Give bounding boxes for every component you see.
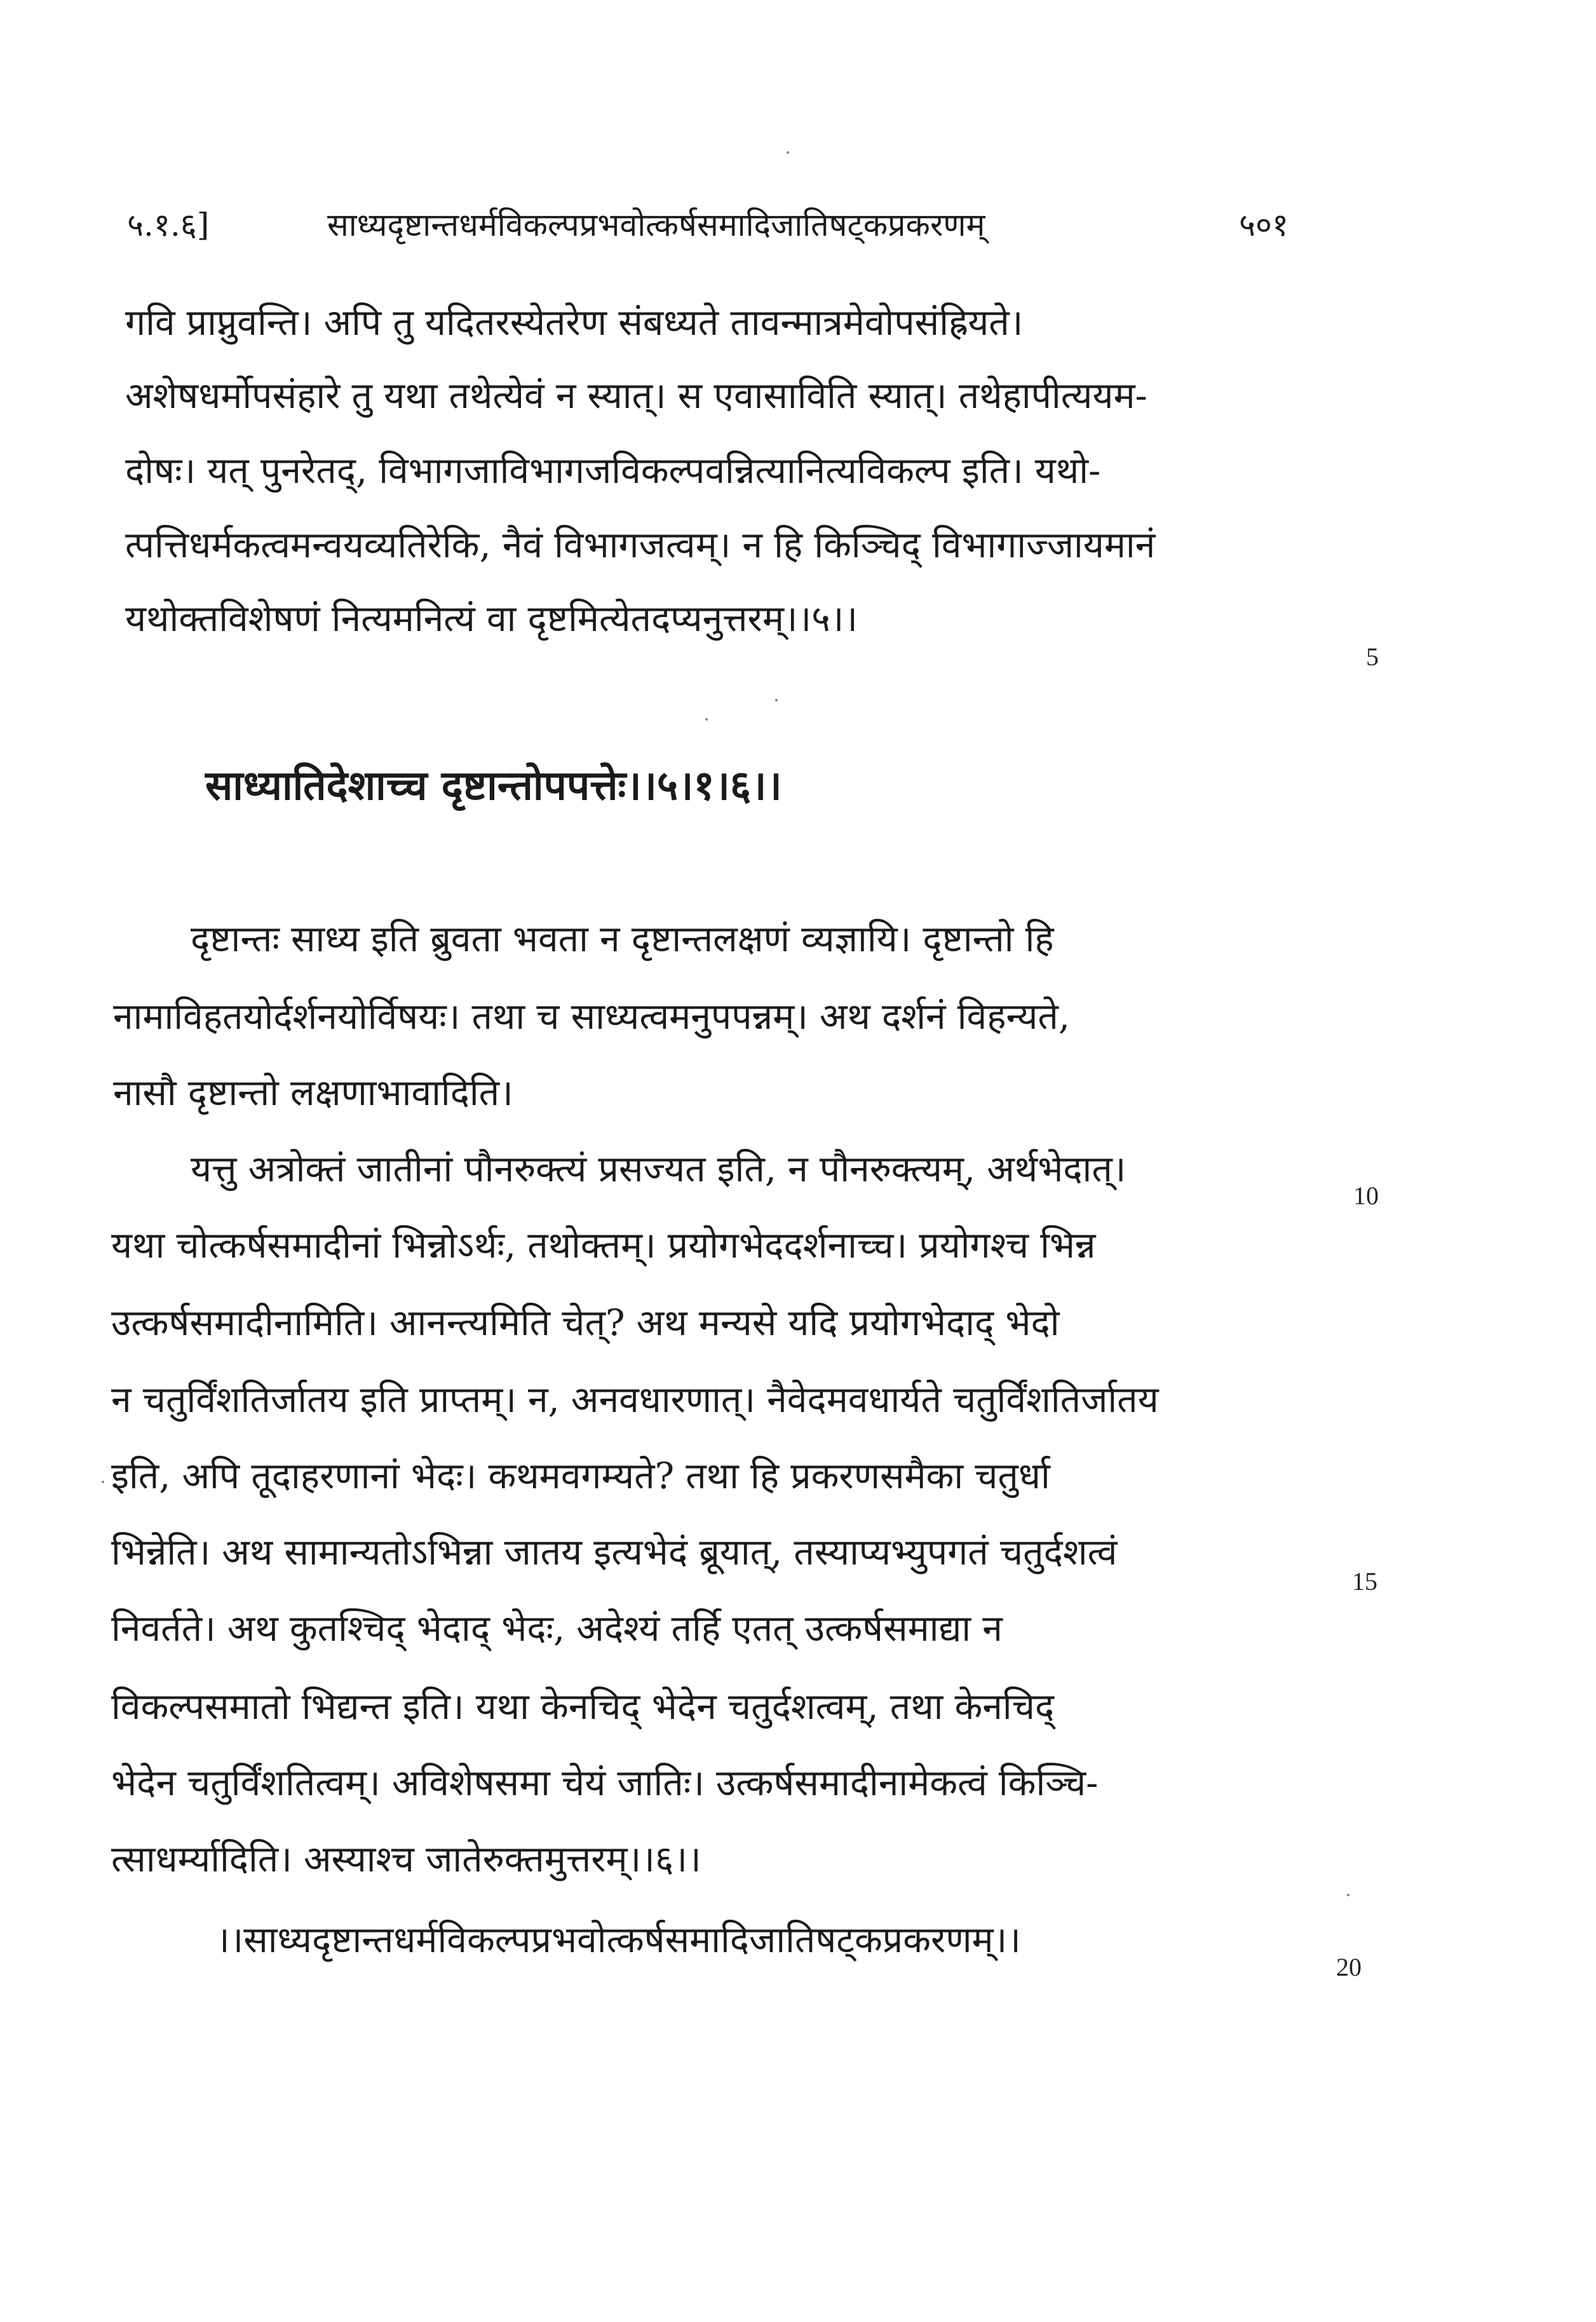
text-line: त्पत्तिधर्मकत्वमन्वयव्यतिरेकि, नैवं विभागजत्वम्। न हि किञ्चिद् विभागाज्जायमानं (125, 524, 1156, 566)
closing-line: ।।साध्यदृष्टान्तधर्मविकल्पप्रभवोत्कर्षसमादिजातिषट्कप्रकरणम्।। (216, 1919, 1021, 1961)
scan-speck (102, 1481, 104, 1483)
text-line: नामाविहतयोर्दर्शनयोर्विषयः। तथा च साध्यत्वमनुपपन्नम्। अथ दर्शनं विहन्यते, (113, 996, 1071, 1038)
running-header (127, 202, 1334, 247)
text-line: त्साधर्म्यादिति। अस्याश्च जातेरुक्तमुत्तरम्।।६।। (111, 1838, 701, 1880)
text-line: भेदेन चतुर्विंशतित्वम्। अविशेषसमा चेयं जातिः। उत्कर्षसमादीनामेकत्वं किञ्चि- (111, 1762, 1099, 1804)
line-number: 20 (1336, 1953, 1362, 1981)
scan-speck (787, 151, 789, 154)
line-number: 5 (1366, 642, 1379, 671)
section-reference: ५.१.६] (127, 207, 210, 243)
text-line: दृष्टान्तः साध्य इति ब्रुवता भवता न दृष्टान्तलक्षणं व्यज्ञायि। दृष्टान्तो हि (191, 918, 1054, 960)
text-line: यथोक्तविशेषणं नित्यमनित्यं वा दृष्टमित्येतदप्यनुत्तरम्।।५।। (125, 598, 858, 640)
text-line: यत्तु अत्रोक्तं जातीनां पौनरुक्त्यं प्रसज्यत इति, न पौनरुक्त्यम्, अर्थभेदात्। (191, 1148, 1126, 1190)
text-line: इति, अपि तूदाहरणानां भेदः। कथमवगम्यते? तथा हि प्रकरणसमैका चतुर्धा (111, 1455, 1050, 1497)
scan-speck (775, 699, 778, 702)
chapter-title: साध्यदृष्टान्तधर्मविकल्पप्रभवोत्कर्षसमादिजातिषट्कप्रकरणम् (327, 207, 985, 243)
text-line: अशेषधर्मोपसंहारे तु यथा तथेत्येवं न स्यात्। स एवासाविति स्यात्। तथेहापीत्ययम- (125, 375, 1147, 417)
text-line: उत्कर्षसमादीनामिति। आनन्त्यमिति चेत्? अथ मन्यसे यदि प्रयोगभेदाद् भेदो (111, 1302, 1060, 1344)
text-line: भिन्नेति। अथ सामान्यतोऽभिन्ना जातय इत्यभेदं ब्रूयात्, तस्याप्यभ्युपगतं चतुर्दशत्वं (111, 1531, 1118, 1573)
text-line: दोषः। यत् पुनरेतद्, विभागजाविभागजविकल्पवन्नित्यानित्यविकल्प इति। यथो- (125, 450, 1101, 492)
text-line: गवि प्राप्नुवन्ति। अपि तु यदितरस्येतरेण संबध्यते तावन्मात्रमेवोपसंह्रियते। (125, 302, 1024, 344)
sutra-heading: साध्यातिदेशाच्च दृष्टान्तोपपत्तेः।।५।१।६।। (205, 762, 782, 810)
scan-speck (1347, 1894, 1349, 1896)
text-line: न चतुर्विंशतिर्जातय इति प्राप्तम्। न, अनवधारणात्। नैवेदमवधार्यते चतुर्विंशतिर्जातय (111, 1379, 1159, 1421)
text-line: यथा चोत्कर्षसमादीनां भिन्नोऽर्थः, तथोक्तम्। प्रयोगभेददर्शनाच्च। प्रयोगश्च भिन्न (111, 1225, 1096, 1266)
line-number: 15 (1352, 1567, 1377, 1596)
line-number: 10 (1353, 1181, 1379, 1210)
text-line: नासौ दृष्टान्तो लक्षणाभावादिति। (113, 1072, 513, 1114)
page-number: ५०१ (1239, 207, 1288, 243)
scan-speck (705, 718, 708, 721)
text-line: निवर्तते। अथ कुतश्चिद् भेदाद् भेदः, अदेश्यं तर्हि एतत् उत्कर्षसमाद्या न (111, 1608, 1003, 1650)
text-line: विकल्पसमातो भिद्यन्त इति। यथा केनचिद् भेदेन चतुर्दशत्वम्, तथा केनचिद् (111, 1686, 1055, 1728)
